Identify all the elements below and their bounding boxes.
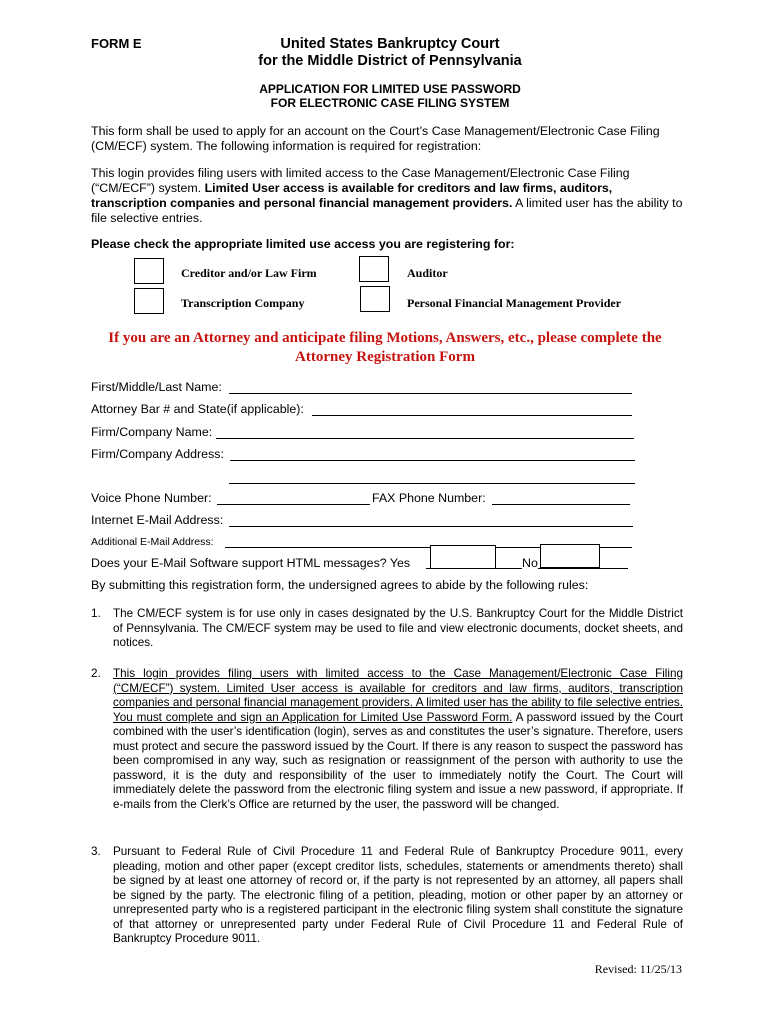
rule-2-text: A password issued by the Court combined with the user’s identification (login), serves as and constitutes the user’s signature. Therefore, users must protect and secure the password issued by the Court. If there is any reason to suspect the password has been compromised in any way, such as resignation or reassignment of the person with authority to use the password, it is the duty and responsibility of the user to immediately notify the Court. The Court will immediately delete the password from the electronic filing system and issue a new password, if appropriate. If e-mails from the Clerk’s Office are returned by the user, the password will be changed. <box>113 710 684 811</box>
check-prompt: Please check the appropriate limited use access you are registering for: <box>91 237 515 251</box>
form-id: FORM E <box>91 36 142 51</box>
html-no-box[interactable] <box>540 544 600 568</box>
form-title-line2: FOR ELECTRONIC CASE FILING SYSTEM <box>270 96 510 110</box>
bar-number-input-line[interactable] <box>312 415 632 416</box>
fax-phone-label: FAX Phone Number: <box>372 491 486 505</box>
html-no-line <box>538 568 628 569</box>
html-yes-box[interactable] <box>430 545 496 569</box>
firm-address-input-line[interactable] <box>230 460 635 461</box>
court-name-line1: United States Bankruptcy Court <box>280 36 500 52</box>
firm-name-input-line[interactable] <box>216 438 634 439</box>
agreement-statement: By submitting this registration form, the undersigned agrees to abide by the following rules: <box>91 578 589 592</box>
intro-paragraph: This form shall be used to apply for an account on the Court’s Case Management/Electronic Case Filing (CM/ECF) system. The following information is required for registration: <box>91 124 660 153</box>
auditor-checkbox[interactable] <box>359 256 389 282</box>
limited-access-text-c: A limited user has the ability to file selective entries. <box>91 196 683 225</box>
rule-3-text: Pursuant to Federal Rule of Civil Procedure 11 and Federal Rule of Bankruptcy Procedure 9011, every pleading, motion and other paper (except creditor lists, schedules, statements or amendments thereto) shall be signed by at least one attorney of record or, if the party is not represented by an attorney, all papers shall be signed by the party. The electronic filing of a petition, pleading, motion or other paper by an attorney or unrepresented party who is a registered participant in the electronic filing system shall constitute the signature of that attorney or unrepresented party under Federal Rule of Civil Procedure 11 and Federal Rule of Bankruptcy Procedure 9011. <box>113 845 683 945</box>
rule-2-underlined-text: This login provides filing users with limited access to the Case Management/Electronic Case Filing (“CM/ECF”) system. Limited User access is available for creditors and law firms, auditors, transcription companies and personal financial management providers. A limited user has the ability to file selective entries. You must complete and sign an Application for Limited Use Password Form. <box>113 667 683 724</box>
transcription-company-checkbox[interactable] <box>134 288 164 314</box>
creditor-law-firm-label: Creditor and/or Law Firm <box>181 266 317 280</box>
rule-3-number: 3. <box>91 845 101 858</box>
court-name-line2: for the Middle District of Pennsylvania <box>258 53 522 69</box>
email-label: Internet E-Mail Address: <box>91 513 224 527</box>
name-input-line[interactable] <box>229 393 632 394</box>
rule-2-number: 2. <box>91 667 101 680</box>
auditor-label: Auditor <box>407 266 448 280</box>
email-input-line[interactable] <box>229 526 633 527</box>
limited-access-paragraph <box>91 166 683 226</box>
fax-phone-input-line[interactable] <box>492 504 630 505</box>
transcription-company-label: Transcription Company <box>181 296 305 310</box>
limited-access-text-bold: Limited User access is available for creditors and law firms, auditors, transcription companies and personal financial management providers. <box>91 181 613 210</box>
financial-management-checkbox[interactable] <box>360 286 390 312</box>
firm-name-label: Firm/Company Name: <box>91 425 213 439</box>
creditor-law-firm-checkbox[interactable] <box>134 258 164 284</box>
additional-email-label: Additional E-Mail Address: <box>91 536 214 548</box>
limited-access-text-a: This login provides filing users with limited access to the Case Management/Electronic Case Filing (“CM/ECF”) system. <box>91 166 630 195</box>
rule-1-number: 1. <box>91 607 101 620</box>
attorney-notice: If you are an Attorney and anticipate filing Motions, Answers, etc., please complete the Attorney Registration Form <box>108 330 662 365</box>
name-label: First/Middle/Last Name: <box>91 380 222 394</box>
rule-2-body <box>113 667 683 812</box>
html-no-label: No <box>522 556 538 570</box>
rule-1 <box>91 607 683 651</box>
revised-date: Revised: 11/25/13 <box>594 962 682 976</box>
rule-1-text: The CM/ECF system is for use only in cases designated by the U.S. Bankruptcy Court for the Middle District of Pennsylvania. The CM/ECF system may be used to file and view electronic documents, docket sheets, and notices. <box>113 607 683 649</box>
firm-address-label: Firm/Company Address: <box>91 447 224 461</box>
rule-3 <box>91 845 683 947</box>
rule-2 <box>91 667 683 812</box>
voice-phone-input-line[interactable] <box>217 504 370 505</box>
firm-address-input-line-2[interactable] <box>229 483 635 484</box>
bar-number-label: Attorney Bar # and State(if applicable): <box>91 402 304 416</box>
form-title-line1: APPLICATION FOR LIMITED USE PASSWORD <box>259 82 521 96</box>
html-support-question: Does your E-Mail Software support HTML messages? Yes <box>91 556 411 570</box>
financial-management-label: Personal Financial Management Provider <box>407 296 622 310</box>
voice-phone-label: Voice Phone Number: <box>91 491 212 505</box>
